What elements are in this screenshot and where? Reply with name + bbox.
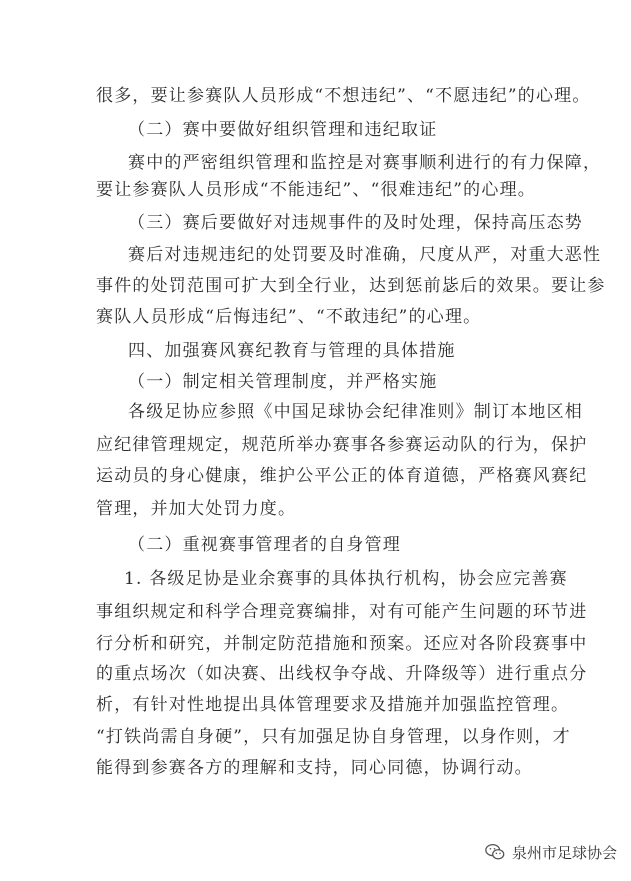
section-heading: （一）制定相关管理制度，并严格实施 [128,372,438,392]
section-heading: （三）赛后要做好对违规事件的及时处理，保持高压态势 [128,213,583,233]
text-line: 各级足协应参照《中国足球协会纪律准则》制订本地区相 [128,402,583,422]
text-line: “打铁尚需自身硬”，只有加强足协自身管理，以身作则，才 [96,727,571,747]
text-line: 管理，并加大处罚力度。 [96,499,297,519]
watermark [484,841,617,863]
section-heading: （二）赛中要做好组织管理和违纪取证 [128,120,438,140]
wechat-icon [484,841,506,863]
text-line: 1. 各级足协是业余赛事的具体执行机构，协会应完善赛 [124,569,568,589]
text-line: 的重点场次（如决赛、出线权争夺战、升降级等）进行重点分 [96,664,588,684]
text-line: 行分析和研究，并制定防范措施和预案。还应对各阶段赛事中 [96,634,588,654]
text-line: 很多，要让参赛队人员形成“不想违纪”、“不愿违纪”的心理。 [96,86,591,106]
watermark-text: 泉州市足球协会 [511,843,617,862]
text-line: 析，有针对性地提出具体管理要求及措施并加强监控管理。 [96,695,570,715]
text-line: 应纪律管理规定，规范所举办赛事各参赛运动队的行为，保护 [96,435,588,455]
text-line: 赛后对违规违纪的处罚要及时准确，尺度从严，对重大恶性 [128,245,602,265]
text-line: 事件的处罚范围可扩大到全行业，达到惩前毖后的效果。要让参 [96,276,606,296]
text-line: 赛队人员形成“后悔违纪”、“不敢违纪”的心理。 [96,307,482,327]
text-line: 能得到参赛各方的理解和支持，同心同德，协调行动。 [96,758,533,778]
text-line: 事组织规定和科学合理竞赛编排，对有可能产生问题的环节进 [96,602,588,622]
text-line: 运动员的身心健康，维护公平公正的体育道德，严格赛风赛纪 [96,466,588,486]
section-heading: （二）重视赛事管理者的自身管理 [128,535,401,555]
text-line: 赛中的严密组织管理和监控是对赛事顺利进行的有力保障， [128,153,602,173]
section-heading: 四、加强赛风赛纪教育与管理的具体措施 [128,341,456,361]
text-line: 要让参赛队人员形成“不能违纪”、“很难违纪”的心理。 [96,180,536,200]
